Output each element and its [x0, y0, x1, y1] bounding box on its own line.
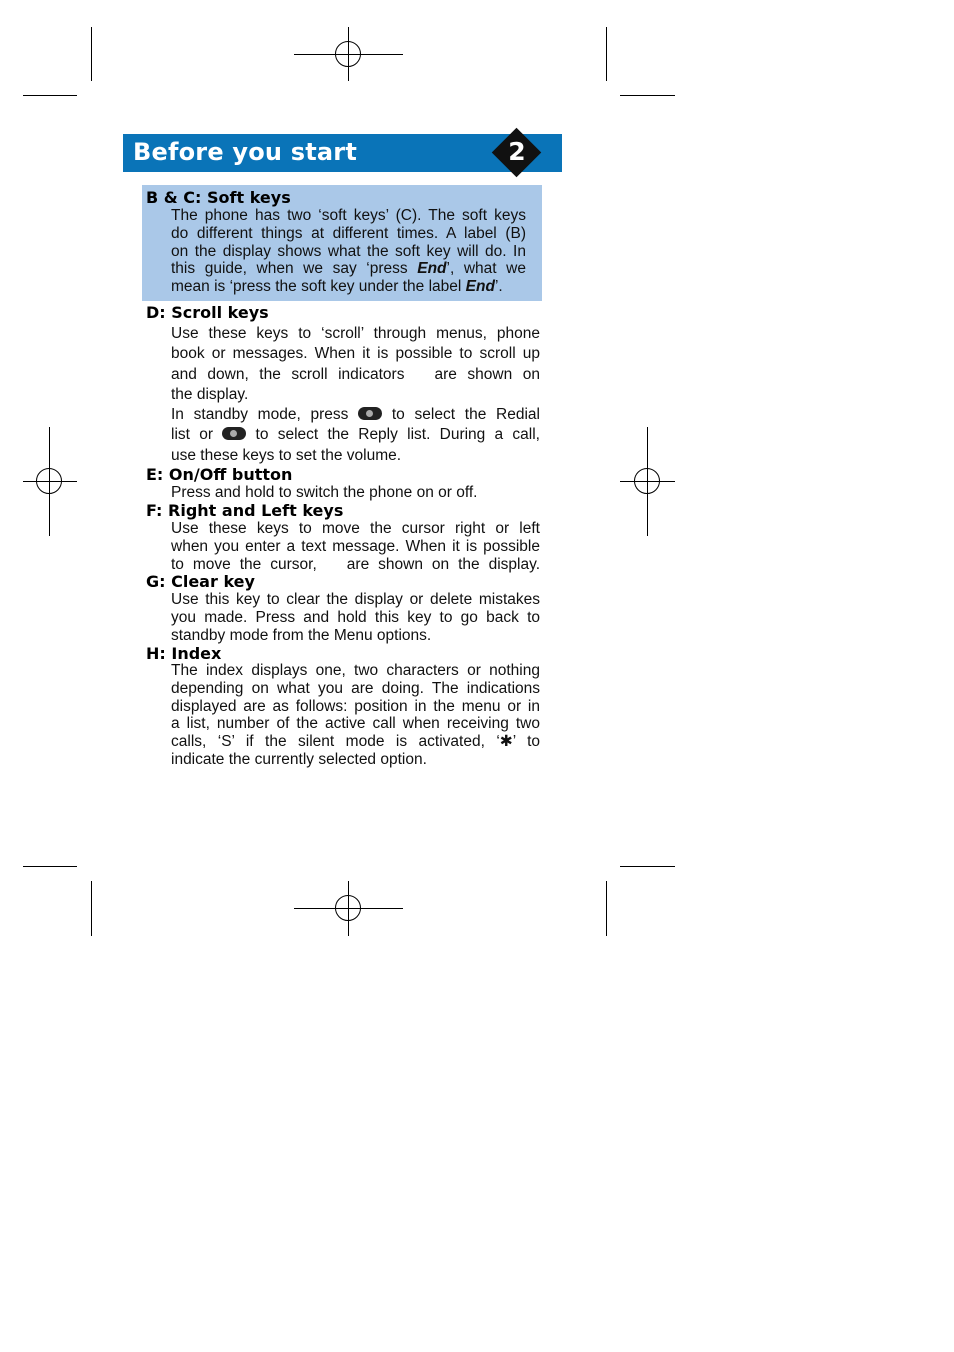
- text-line: the display.: [171, 385, 249, 403]
- text-line: to move the cursor, are shown on the display.: [171, 555, 541, 573]
- text-line: calls, ‘S’ if the silent mode is activated, ‘✱’ to: [171, 733, 540, 751]
- text-line: you made. Press and hold this key to go back to: [171, 608, 540, 626]
- section-body-soft-keys: [171, 207, 526, 296]
- text-line: Use these keys to ‘scroll’ through menus, phone: [171, 325, 540, 342]
- text-line: displayed are as follows: position in the menu or in: [171, 697, 540, 715]
- section-heading-soft-keys: B & C: Soft keys: [146, 188, 291, 207]
- text-line: The index displays one, two characters or nothing: [171, 662, 540, 679]
- section-heading-onoff: E: On/Off button: [146, 465, 293, 484]
- text-line: mean is ‘press the soft key under the label End’.: [171, 278, 503, 296]
- section-heading-clear-key: G: Clear key: [146, 572, 255, 591]
- section-heading-index: H: Index: [146, 644, 222, 663]
- section-body-clear-key: [171, 591, 540, 644]
- text-line: do different things at different times. A label (B): [171, 224, 526, 242]
- text-line: Use these keys to move the cursor right or left: [171, 520, 540, 537]
- page-title: Before you start: [133, 138, 358, 166]
- text-line: list or to select the Reply list. During a call,: [171, 426, 540, 444]
- scroll-up-key-icon: [222, 427, 246, 440]
- section-body-index: [171, 662, 540, 769]
- section-body-scroll-keys: [171, 324, 540, 466]
- scroll-down-key-icon: [358, 407, 382, 420]
- text-line: use these keys to set the volume.: [171, 446, 402, 464]
- section-body-onoff: [171, 484, 540, 502]
- text-line: depending on what you are doing. The indications: [171, 679, 540, 697]
- text-line: Use this key to clear the display or delete mistakes: [171, 591, 540, 608]
- section-heading-right-left-keys: F: Right and Left keys: [146, 501, 344, 520]
- section-heading-scroll-keys: D: Scroll keys: [146, 303, 269, 322]
- chapter-number: 2: [508, 137, 526, 166]
- text-line: and down, the scroll indicators are shown on: [171, 365, 540, 383]
- text-line: Press and hold to switch the phone on or off.: [171, 484, 478, 501]
- text-line: a list, number of the active call when receiving two: [171, 715, 540, 733]
- text-line: standby mode from the Menu options.: [171, 626, 432, 644]
- text-line: when you enter a text message. When it is possible: [171, 537, 540, 555]
- text-line: this guide, when we say ‘press End’, what we: [171, 260, 526, 278]
- text-line: book or messages. When it is possible to scroll up: [171, 345, 540, 363]
- text-line: In standby mode, press to select the Redial: [171, 406, 540, 424]
- text-line: indicate the currently selected option.: [171, 750, 427, 768]
- section-body-right-left-keys: [171, 520, 540, 573]
- text-line: on the display shows what the soft key will do. In: [171, 242, 526, 260]
- text-line: The phone has two ‘soft keys’ (C). The soft keys: [171, 207, 526, 224]
